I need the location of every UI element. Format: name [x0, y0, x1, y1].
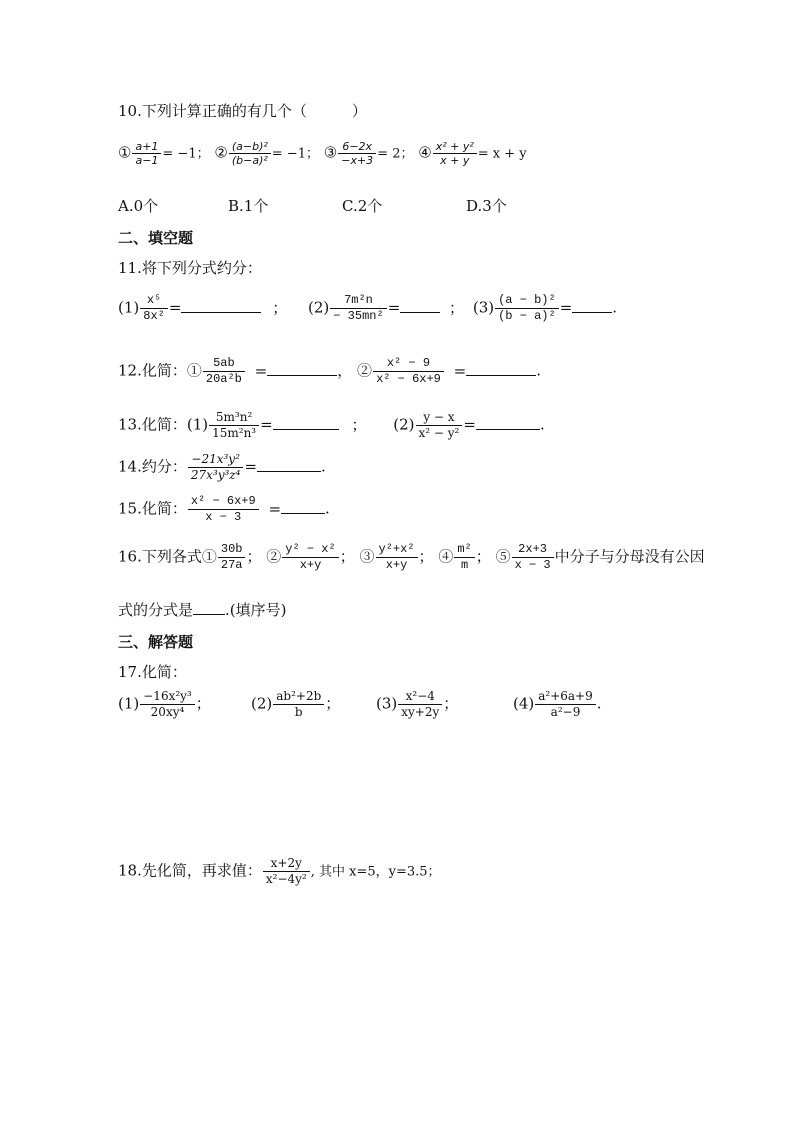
q13-blank-2[interactable] [476, 415, 540, 430]
q16-fraction-2: $\frac{\text{y² − x²}}{x+y}$ [282, 542, 338, 573]
q17-part-2: (2) $\frac{\text{ab²+2b}}{b}$ ； [251, 689, 341, 719]
q10-option-a: A.0个 [118, 197, 159, 215]
q12-items: 12.化简：① $\frac{5ab}{\text{20a²b}}$ = ， ② $\frac{\text{x² − 9}}{\text{x² − 6x+9}}$ = . [118, 356, 542, 386]
q14-fraction: $\frac{\text{−21x³y²}}{\text{27x³y³z⁴}}$ [188, 452, 244, 483]
q16-line-1: 16.下列各式① $\frac{30b}{27a}$ ； ② $\frac{\text{y² − x²}}{x+y}$ ； ③ $\frac{\text{y²+x²}}{x+y}$ ； ④ $\frac{\text{m²}}{m}$ ； ⑤ $\frac{2x+3}{x - 3}$ 中分子与分母没有公因 [118, 542, 705, 572]
q17-part-1: (1) $\frac{\text{−16x²y³}}{\text{20xy⁴}}$ ； [118, 689, 211, 719]
q12-blank-1[interactable] [267, 361, 337, 376]
section-heading-fill-blank: 二、填空题 [118, 229, 194, 247]
q17-fraction-3: $\frac{\text{x²−4}}{xy+2y}$ [398, 689, 442, 720]
q10-fraction-3: $\frac{6-2x}{-x+3}$ [338, 140, 376, 167]
q11-fraction-2: $\frac{\text{7m²n}}{\text{− 35mn²}}$ [330, 293, 386, 324]
q16-blank[interactable] [193, 600, 225, 615]
q17-fraction-1: $\frac{\text{−16x²y³}}{\text{20xy⁴}}$ [140, 689, 195, 720]
q14-blank[interactable] [257, 457, 321, 472]
q10-formulas: ① $\frac{a+1}{a-1}$ = −1； ② $\frac{\text{(a−b)²}}{\text{(b−a)²}}$ = −1； ③ $\frac{6-2x}{-x+3}$ = 2； ④ $\frac{\text{x² + y²}}{x + y}$ = x + y [118, 140, 527, 167]
q13-fraction-2: $\frac{y - x}{\text{x² − y²}}$ [416, 410, 463, 441]
q17-part-4: (4) $\frac{\text{a²+6a+9}}{\text{a²−9}}$ . [513, 689, 602, 719]
q10-stem: 10.下列计算正确的有几个（ ） [118, 102, 367, 120]
q17-part-3: (3) $\frac{\text{x²−4}}{xy+2y}$ ； [376, 689, 459, 719]
q15-blank[interactable] [281, 499, 325, 514]
q10-mark-4: ④ [418, 143, 432, 162]
q10-fraction-2: $\frac{\text{(a−b)²}}{\text{(b−a)²}}$ [229, 140, 271, 167]
q12-fraction-2: $\frac{\text{x² − 9}}{\text{x² − 6x+9}}$ [373, 356, 444, 387]
q10-fraction-1: $\frac{a+1}{a-1}$ [132, 140, 161, 167]
q10-option-d: D.3个 [466, 197, 507, 215]
q16-fraction-3: $\frac{\text{y²+x²}}{x+y}$ [376, 542, 418, 573]
q15-items: 15.化简： $\frac{\text{x² − 6x+9}}{x - 3}$ = . [118, 494, 330, 524]
q13-fraction-1: $\frac{\text{5m³n²}}{\text{15m²n³}}$ [209, 410, 259, 441]
q17-fraction-4: $\frac{\text{a²+6a+9}}{\text{a²−9}}$ [535, 689, 596, 720]
q14-items: 14.约分： $\frac{\text{−21x³y²}}{\text{27x³y³z⁴}}$ = . [118, 452, 326, 482]
q18-fraction: $\frac{x+2y}{\text{x²−4y²}}$ [263, 856, 310, 887]
q11-blank-3[interactable] [572, 298, 612, 313]
q18-items: 18.先化简，再求值： $\frac{x+2y}{\text{x²−4y²}}$ , 其中 x=5，y=3.5； [118, 856, 441, 886]
q10-mark-2: ② [214, 143, 228, 162]
q11-fraction-1: $\frac{\text{x⁵}}{\text{8x²}}$ [140, 293, 168, 324]
q12-fraction-1: $\frac{5ab}{\text{20a²b}}$ [203, 356, 245, 387]
q17-fraction-2: $\frac{\text{ab²+2b}}{b}$ [273, 689, 324, 720]
q17-stem: 17.化简： [118, 663, 187, 681]
q10-mark-1: ① [118, 143, 132, 162]
q12-blank-2[interactable] [466, 361, 536, 376]
section-heading-solve: 三、解答题 [118, 633, 194, 651]
q13-blank-1[interactable] [273, 415, 339, 430]
q16-fraction-1: $\frac{30b}{27a}$ [218, 542, 246, 573]
q10-option-c: C.2个 [342, 197, 383, 215]
q15-fraction: $\frac{\text{x² − 6x+9}}{x - 3}$ [188, 494, 259, 525]
q16-fraction-4: $\frac{\text{m²}}{m}$ [454, 542, 474, 573]
q11-items: (1) $\frac{\text{x⁵}}{\text{8x²}}$ = ； (2) $\frac{\text{7m²n}}{\text{− 35mn²}}$ = ； (3) $\frac{\text{(a − b)²}}{\text{(b − a)²}}$ = . [118, 293, 618, 323]
q10-option-b: B.1个 [228, 197, 269, 215]
q10-mark-3: ③ [323, 143, 338, 162]
q11-fraction-3: $\frac{\text{(a − b)²}}{\text{(b − a)²}}$ [495, 293, 559, 324]
q11-blank-2[interactable] [400, 298, 440, 313]
q13-items: 13.化简：(1) $\frac{\text{5m³n²}}{\text{15m²n³}}$ = ； (2) $\frac{y - x}{\text{x² − y²}}$ = . [118, 410, 545, 440]
q16-fraction-5: $\frac{2x+3}{x - 3}$ [512, 542, 554, 573]
q11-stem: 11.将下列分式约分： [118, 259, 262, 277]
q10-fraction-4: $\frac{\text{x² + y²}}{x + y}$ [433, 140, 477, 167]
q11-blank-1[interactable] [181, 298, 261, 313]
q16-line-2: 式的分式是 .(填序号) [118, 601, 287, 619]
